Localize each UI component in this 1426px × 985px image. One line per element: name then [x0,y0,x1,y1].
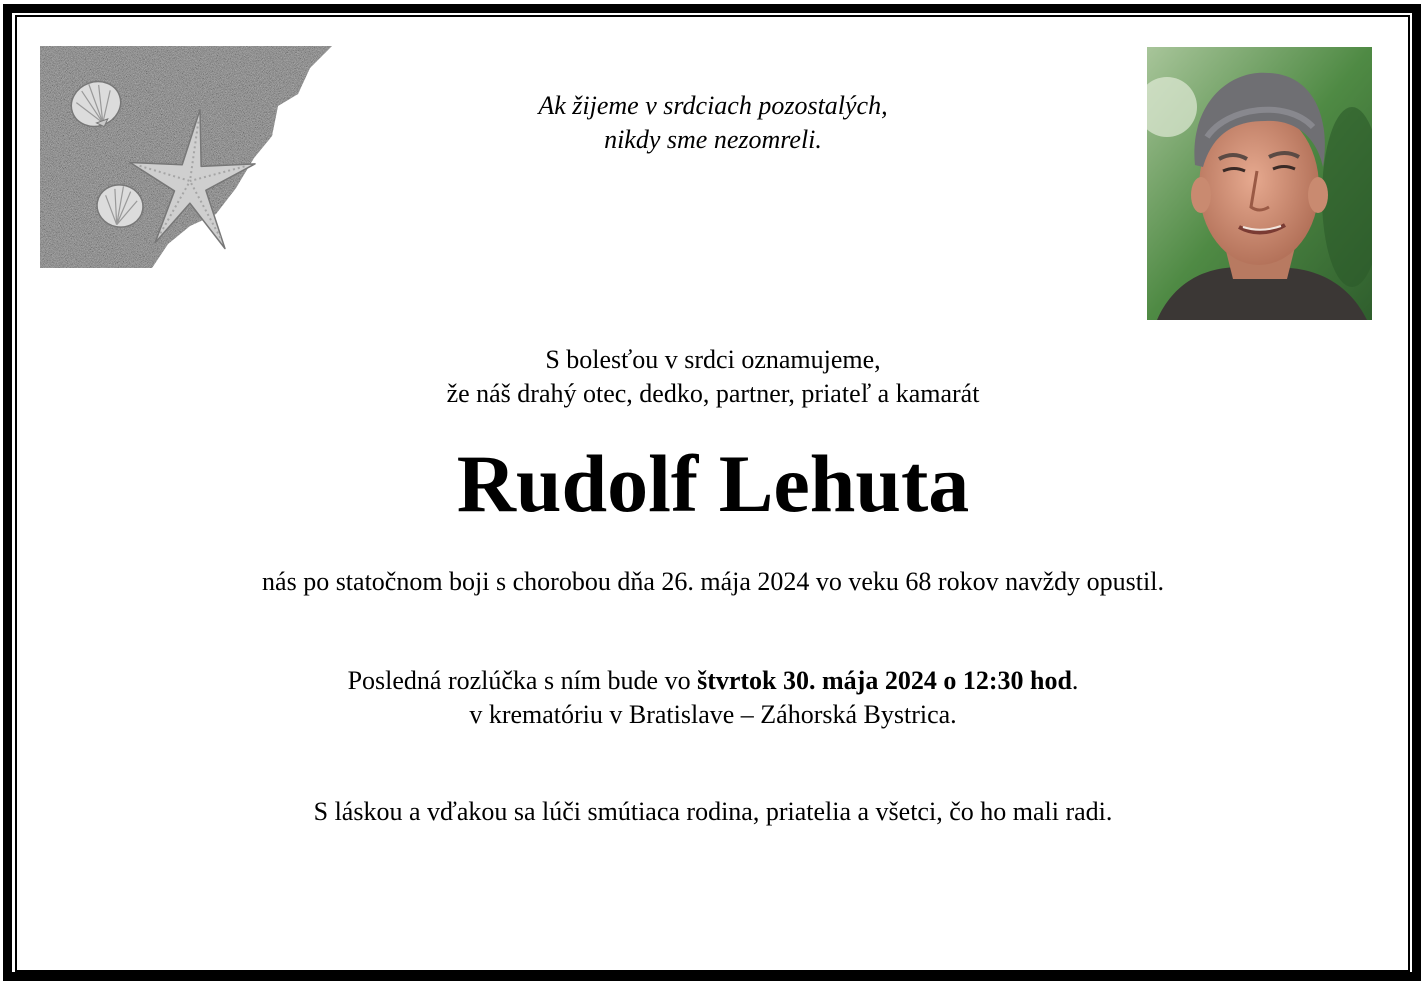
deceased-name: Rudolf Lehuta [456,438,970,529]
funeral-line [0,664,1426,698]
intro-line-1: S bolesťou v srdci oznamujeme, [545,345,881,374]
motto-line-1: Ak žijeme v srdciach pozostalých, [538,91,888,120]
funeral-date-time: štvrtok 30. mája 2024 o 12:30 hod [697,666,1072,695]
farewell: S láskou a vďakou sa lúči smútiaca rodina, priatelia a všetci, čo ho mali radi. [313,797,1113,826]
seashells-starfish-image [40,46,332,268]
death-notice: nás po statočnom boji s chorobou dňa 26. mája 2024 vo veku 68 rokov navždy opustil. [262,567,1164,596]
intro-line-2: že náš drahý otec, dedko, partner, priateľ a kamarát [446,379,980,408]
funeral-place: v krematóriu v Bratislave – Záhorská Bystrica. [469,700,957,729]
portrait-photo [1147,47,1372,320]
funeral-suffix: . [1071,666,1079,695]
motto-line-2: nikdy sme nezomreli. [604,125,822,154]
funeral-prefix: Posledná rozlúčka s ním bude vo [347,666,698,695]
